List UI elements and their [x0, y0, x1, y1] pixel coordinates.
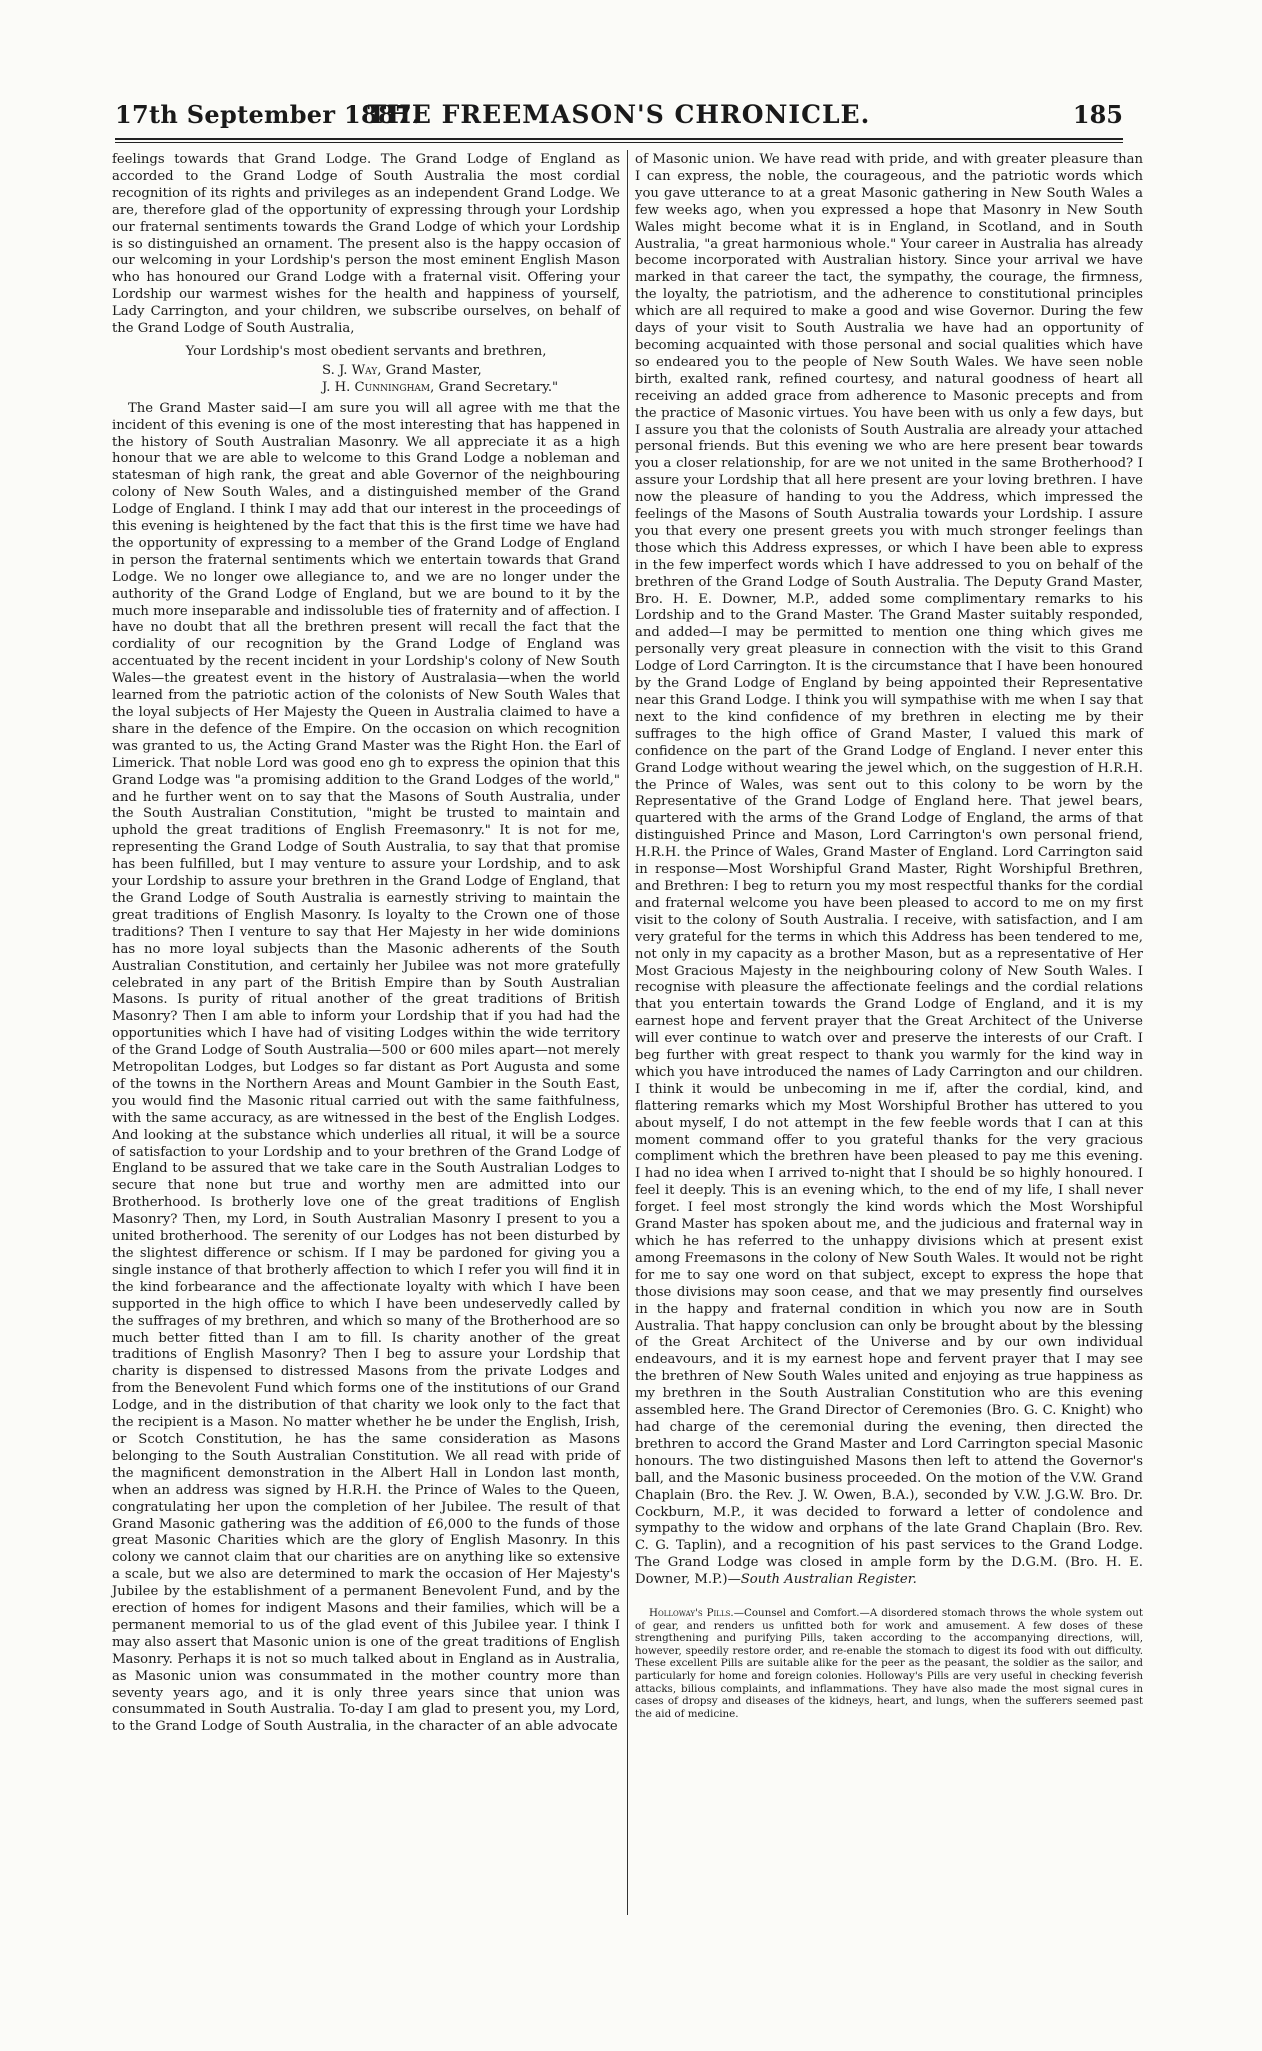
advert-text	[635, 1607, 1143, 1720]
signatory-name: J. H. Cunningham	[322, 379, 431, 395]
signature-intro: Your Lordship's most obedient servants and brethren,	[185, 343, 547, 359]
issue-date: 17th September 1887.	[115, 100, 421, 129]
masthead-title: THE FREEMASON'S CHRONICLE.	[367, 100, 871, 129]
header-rule	[115, 138, 1123, 140]
page-number: 185	[1072, 100, 1123, 129]
header-rule-thin	[115, 142, 1123, 143]
right-column	[635, 152, 1143, 1720]
article-source: South Australian Register.	[740, 1572, 917, 1588]
article-continuation	[635, 152, 1143, 1589]
advert-heading: Holloway's Pills.	[649, 1607, 734, 1620]
signatory-role: , Grand Master,	[377, 362, 482, 378]
column-divider	[627, 150, 628, 1915]
signature-grand-secretary	[112, 380, 620, 397]
left-column	[112, 152, 620, 1736]
signature-grand-master	[112, 363, 620, 380]
signatory-role: , Grand Secretary."	[430, 379, 559, 395]
article-body: of Masonic union. We have read with pride, and with greater pleasure than I can express, the noble, the courageous, and the patriotic words which you gave utterance to at a great Masonic gathering in New South Wales a few weeks ago, when you expressed a hope that Masonry in New South Wales might become what it is in England, in Scotland, and in South Australia, "a great harmonious whole." Your career in Australia has already become incorporated with Australian history. Since your arrival we have marked in that career the tact, the sympathy, the courage, the firmness, the loyalty, the patriotism, and the adherence to constitutional principles which are all required to make a good and wise Governor. During the few days of your visit to South Australia we have had an opportunity of becoming acquainted with those personal and social qualities which have so endeared you to the people of New South Wales. We have seen noble birth, exalted rank, refined courtesy, and natural goodness of heart all receiving an added grace from adherence to Masonic precepts and from the practice of Masonic virtues. You have been with us only a few days, but I assure you that the colonists of South Australia are already your attached personal friends. But this evening we who are here present bear towards you a closer relationship, for are we not united in the same Brotherhood? I assure your Lordship that all here present are your loving brethren. I have now the pleasure of handing to you the Address, which impressed the feelings of the Masons of South Australia towards your Lordship. I assure you that every one present greets you with much stronger feelings than those which this Address expresses, or which I have been able to express in the few imperfect words which I have addressed to you on behalf of the brethren of the Grand Lodge of South Australia. The Deputy Grand Master, Bro. H. E. Downer, M.P., added some complimentary remarks to his Lordship and to the Grand Master. The Grand Master suitably responded, and added—I may be permitted to mention one thing which gives me personally very great pleasure in connection with the visit to this Grand Lodge of Lord Carrington. It is the circumstance that I have been honoured by the Grand Lodge of England by being appointed their Representative near this Grand Lodge. I think you will sympathise with me when I say that next to the kind confidence of my brethren in electing me by their suffrages to the high office of Grand Master, I valued this mark of confidence on the part of the Grand Lodge of England. I never enter this Grand Lodge without wearing the jewel which, on the suggestion of H.R.H. the Prince of Wales, was sent out to this colony to be worn by the Representative of the Grand Lodge of England here. That jewel bears, quartered with the arms of the Grand Lodge of England, the arms of that distinguished Prince and Mason, Lord Carrington's own personal friend, H.R.H. the Prince of Wales, Grand Master of England. Lord Carrington said in response—Most Worshipful Grand Master, Right Worshipful Brethren, and Brethren: I beg to return you my most respectful thanks for the cordial and fraternal welcome you have been pleased to accord to me on my first visit to the colony of South Australia. I receive, with satisfaction, and I am very grateful for the terms in which this Address has been tendered to me, not only in my capacity as a brother Mason, but as a representative of Her Most Gracious Majesty in the neighbouring colony of New South Wales. I recognise with pleasure the affectionate feelings and the cordial relations that you entertain towards the Grand Lodge of England, and it is my earnest hope and fervent prayer that the Great Architect of the Universe will ever continue to watch over and preserve the interests of our Craft. I beg further with great respect to thank you warmly for the kind way in which you have introduced the names of Lady Carrington and our children. I think it would be unbecoming in me if, after the cordial, kind, and flattering remarks which my Most Worshipful Brother has uttered to you about myself, I do not attempt in the few feeble words that I can at this moment command offer to you grateful thanks for the very gracious compliment which the brethren have been pleased to pay me this evening. I had no idea when I arrived to-night that I should be so highly honoured. I feel it deeply. This is an evening which, to the end of my life, I shall never forget. I feel most strongly the kind words which the Most Worshipful Grand Master has spoken about me, and the judicious and fraternal way in which he has referred to the unhappy divisions which at present exist among Freemasons in the colony of New South Wales. It would not be right for me to say one word on that subject, except to express the hope that those divisions may soon cease, and that we may presently find ourselves in the happy and fraternal condition in which you now are in South Australia. That happy conclusion can only be brought about by the blessing of the Great Architect of the Universe and by our own individual endeavours, and it is my earnest hope and fervent prayer that I may see the brethren of New South Wales united and enjoying as true happiness as my brethren in the South Australian Constitution who are this evening assembled here. The Grand Director of Ceremonies (Bro. G. C. Knight) who had charge of the ceremonial during the evening, then directed the brethren to accord the Grand Master and Lord Carrington special Masonic honours. The two distinguished Masons then left to attend the Governor's ball, and the Masonic business proceeded. On the motion of the V.W. Grand Chaplain (Bro. the Rev. J. W. Owen, B.A.), seconded by V.W. J.G.W. Bro. Dr. Cockburn, M.P., it was decided to forward a letter of condolence and sympathy to the widow and orphans of the late Grand Chaplain (Bro. Rev. C. G. Taplin), and a recognition of his past services to the Grand Lodge. The Grand Lodge was closed in ample form by the D.G.M. (Bro. H. E. Downer, M.P.)—	[635, 152, 1143, 1588]
signatory-name: S. J. Way	[322, 362, 378, 378]
page-header	[115, 100, 1123, 140]
advert-body: —Counsel and Comfort.—A disordered stomach throws the whole system out of gear, and renders us unfitted both for work and amusement. A few doses of these strengthening and purifying Pills, taken according to the accompanying directions, will, however, speedily restore order, and re-enable the stomach to digest its food with out difficulty. These excellent Pills are suitable alike for the peer as the peasant, the soldier as the sailor, and particularly for home and foreign colonies. Holloway's Pills are very useful in checking feverish attacks, bilious complaints, and inflammations. They have also made the most signal cures in cases of dropsy and diseases of the kidneys, heart, and lungs, when the sufferers seemed past the aid of medicine.	[635, 1607, 1143, 1720]
address-conclusion: feelings towards that Grand Lodge. The Grand Lodge of England as accorded to the Grand Lodge of South Australia the most cordial recognition of its rights and privileges as an independent Grand Lodge. We are, therefore glad of the opportunity of expressing through your Lordship our fraternal sentiments towards the Grand Lodge of which your Lordship is so distinguished an ornament. The present also is the happy occasion of our welcoming in your Lordship's person the most eminent English Mason who has honoured our Grand Lodge with a fraternal visit. Offering your Lordship our warmest wishes for the health and happiness of yourself, Lady Carrington, and your children, we subscribe ourselves, on behalf of the Grand Lodge of South Australia,	[112, 152, 620, 337]
advertisement	[635, 1607, 1143, 1720]
grand-master-speech: The Grand Master said—I am sure you will all agree with me that the incident of this evening is one of the most interesting that has happened in the history of South Australian Masonry. We all appreciate it as a high honour that we are able to welcome to this Grand Lodge a nobleman and statesman of high rank, the great and able Governor of the neighbouring colony of New South Wales, and a distinguished member of the Grand Lodge of England. I think I may add that our interest in the proceedings of this evening is heightened by the fact that this is the first time we have had the opportunity of expressing to a member of the Grand Lodge of England in person the fraternal sentiments which we entertain towards that Grand Lodge. We no longer owe allegiance to, and we are no longer under the authority of the Grand Lodge of England, but we are bound to it by the much more inseparable and indissoluble ties of fraternity and of affection. I have no doubt that all the brethren present will recall the fact that the cordiality of our recognition by the Grand Lodge of England was accentuated by the recent incident in your Lordship's colony of New South Wales—the greatest event in the history of Australasia—when the world learned from the patriotic action of the colonists of New South Wales that the loyal subjects of Her Majesty the Queen in Australia claimed to have a share in the defence of the Empire. On the occasion on which recognition was granted to us, the Acting Grand Master was the Right Hon. the Earl of Limerick. That noble Lord was good eno gh to express the opinion that this Grand Lodge was "a promising addition to the Grand Lodges of the world," and he further went on to say that the Masons of South Australia, under the South Australian Constitution, "might be trusted to maintain and uphold the great traditions of English Freemasonry." It is not for me, representing the Grand Lodge of South Australia, to say that that promise has been fulfilled, but I may venture to assure your Lordship, and to ask your Lordship to assure your brethren in the Grand Lodge of England, that the Grand Lodge of South Australia is earnestly striving to maintain the great traditions of English Masonry. Is loyalty to the Crown one of those traditions? Then I venture to say that Her Majesty in her wide dominions has no more loyal subjects than the Masonic adherents of the South Australian Constitution, and certainly her Jubilee was not more gratefully celebrated in any part of the British Empire than by South Australian Masons. Is purity of ritual another of the great traditions of British Masonry? Then I am able to inform your Lordship that if you had had the opportunities which I have had of visiting Lodges within the wide territory of the Grand Lodge of South Australia—500 or 600 miles apart—not merely Metropolitan Lodges, but Lodges so far distant as Port Augusta and some of the towns in the Northern Areas and Mount Gambier in the South East, you would find the Masonic ritual carried out with the same faithfulness, with the same accuracy, as are witnessed in the best of the English Lodges. And looking at the substance which underlies all ritual, it will be a source of satisfaction to your Lordship and to your brethren of the Grand Lodge of England to be assured that we take care in the South Australian Lodges to secure that none but true and worthy men are admitted into our Brotherhood. Is brotherly love one of the great traditions of English Masonry? Then, my Lord, in South Australian Masonry I present to you a united brotherhood. The serenity of our Lodges has not been disturbed by the slightest difference or schism. If I may be pardoned for giving you a single instance of that brotherly affection to which I refer you will find it in the kind forbearance and the affectionate loyalty with which I have been supported in the high office to which I have been undeservedly called by the suffrages of my brethren, and which so many of the Brotherhood are so much better fitted than I am to fill. Is charity another of the great traditions of English Masonry? Then I beg to assure your Lordship that charity is dispensed to distressed Masons from the private Lodges and from the Benevolent Fund which forms one of the institutions of our Grand Lodge, and in the distribution of that charity we look only to the fact that the recipient is a Mason. No matter whether he be under the English, Irish, or Scotch Constitution, he has the same consideration as Masons belonging to the South Australian Constitution. We all read with pride of the magnificent demonstration in the Albert Hall in London last month, when an address was signed by H.R.H. the Prince of Wales to the Queen, congratulating her upon the completion of her Jubilee. The result of that Grand Masonic gathering was the addition of £6,000 to the funds of those great Masonic Charities which are the glory of English Masonry. In this colony we cannot claim that our charities are on anything like so extensive a scale, but we also are determined to mark the occasion of Her Majesty's Jubilee by the establishment of a permanent Benevolent Fund, and by the erection of homes for indigent Masons and their families, which will be a permanent memorial to us of the glad event of this Jubilee year. I think I may also assert that Masonic union is one of the great traditions of English Masonry. Perhaps it is not so much talked about in England as in Australia, as Masonic union was consummated in the mother country more than seventy years ago, and it is only three years since that union was consummated in South Australia. To-day I am glad to present you, my Lord, to the Grand Lodge of South Australia, in the character of an able advocate	[112, 400, 620, 1735]
